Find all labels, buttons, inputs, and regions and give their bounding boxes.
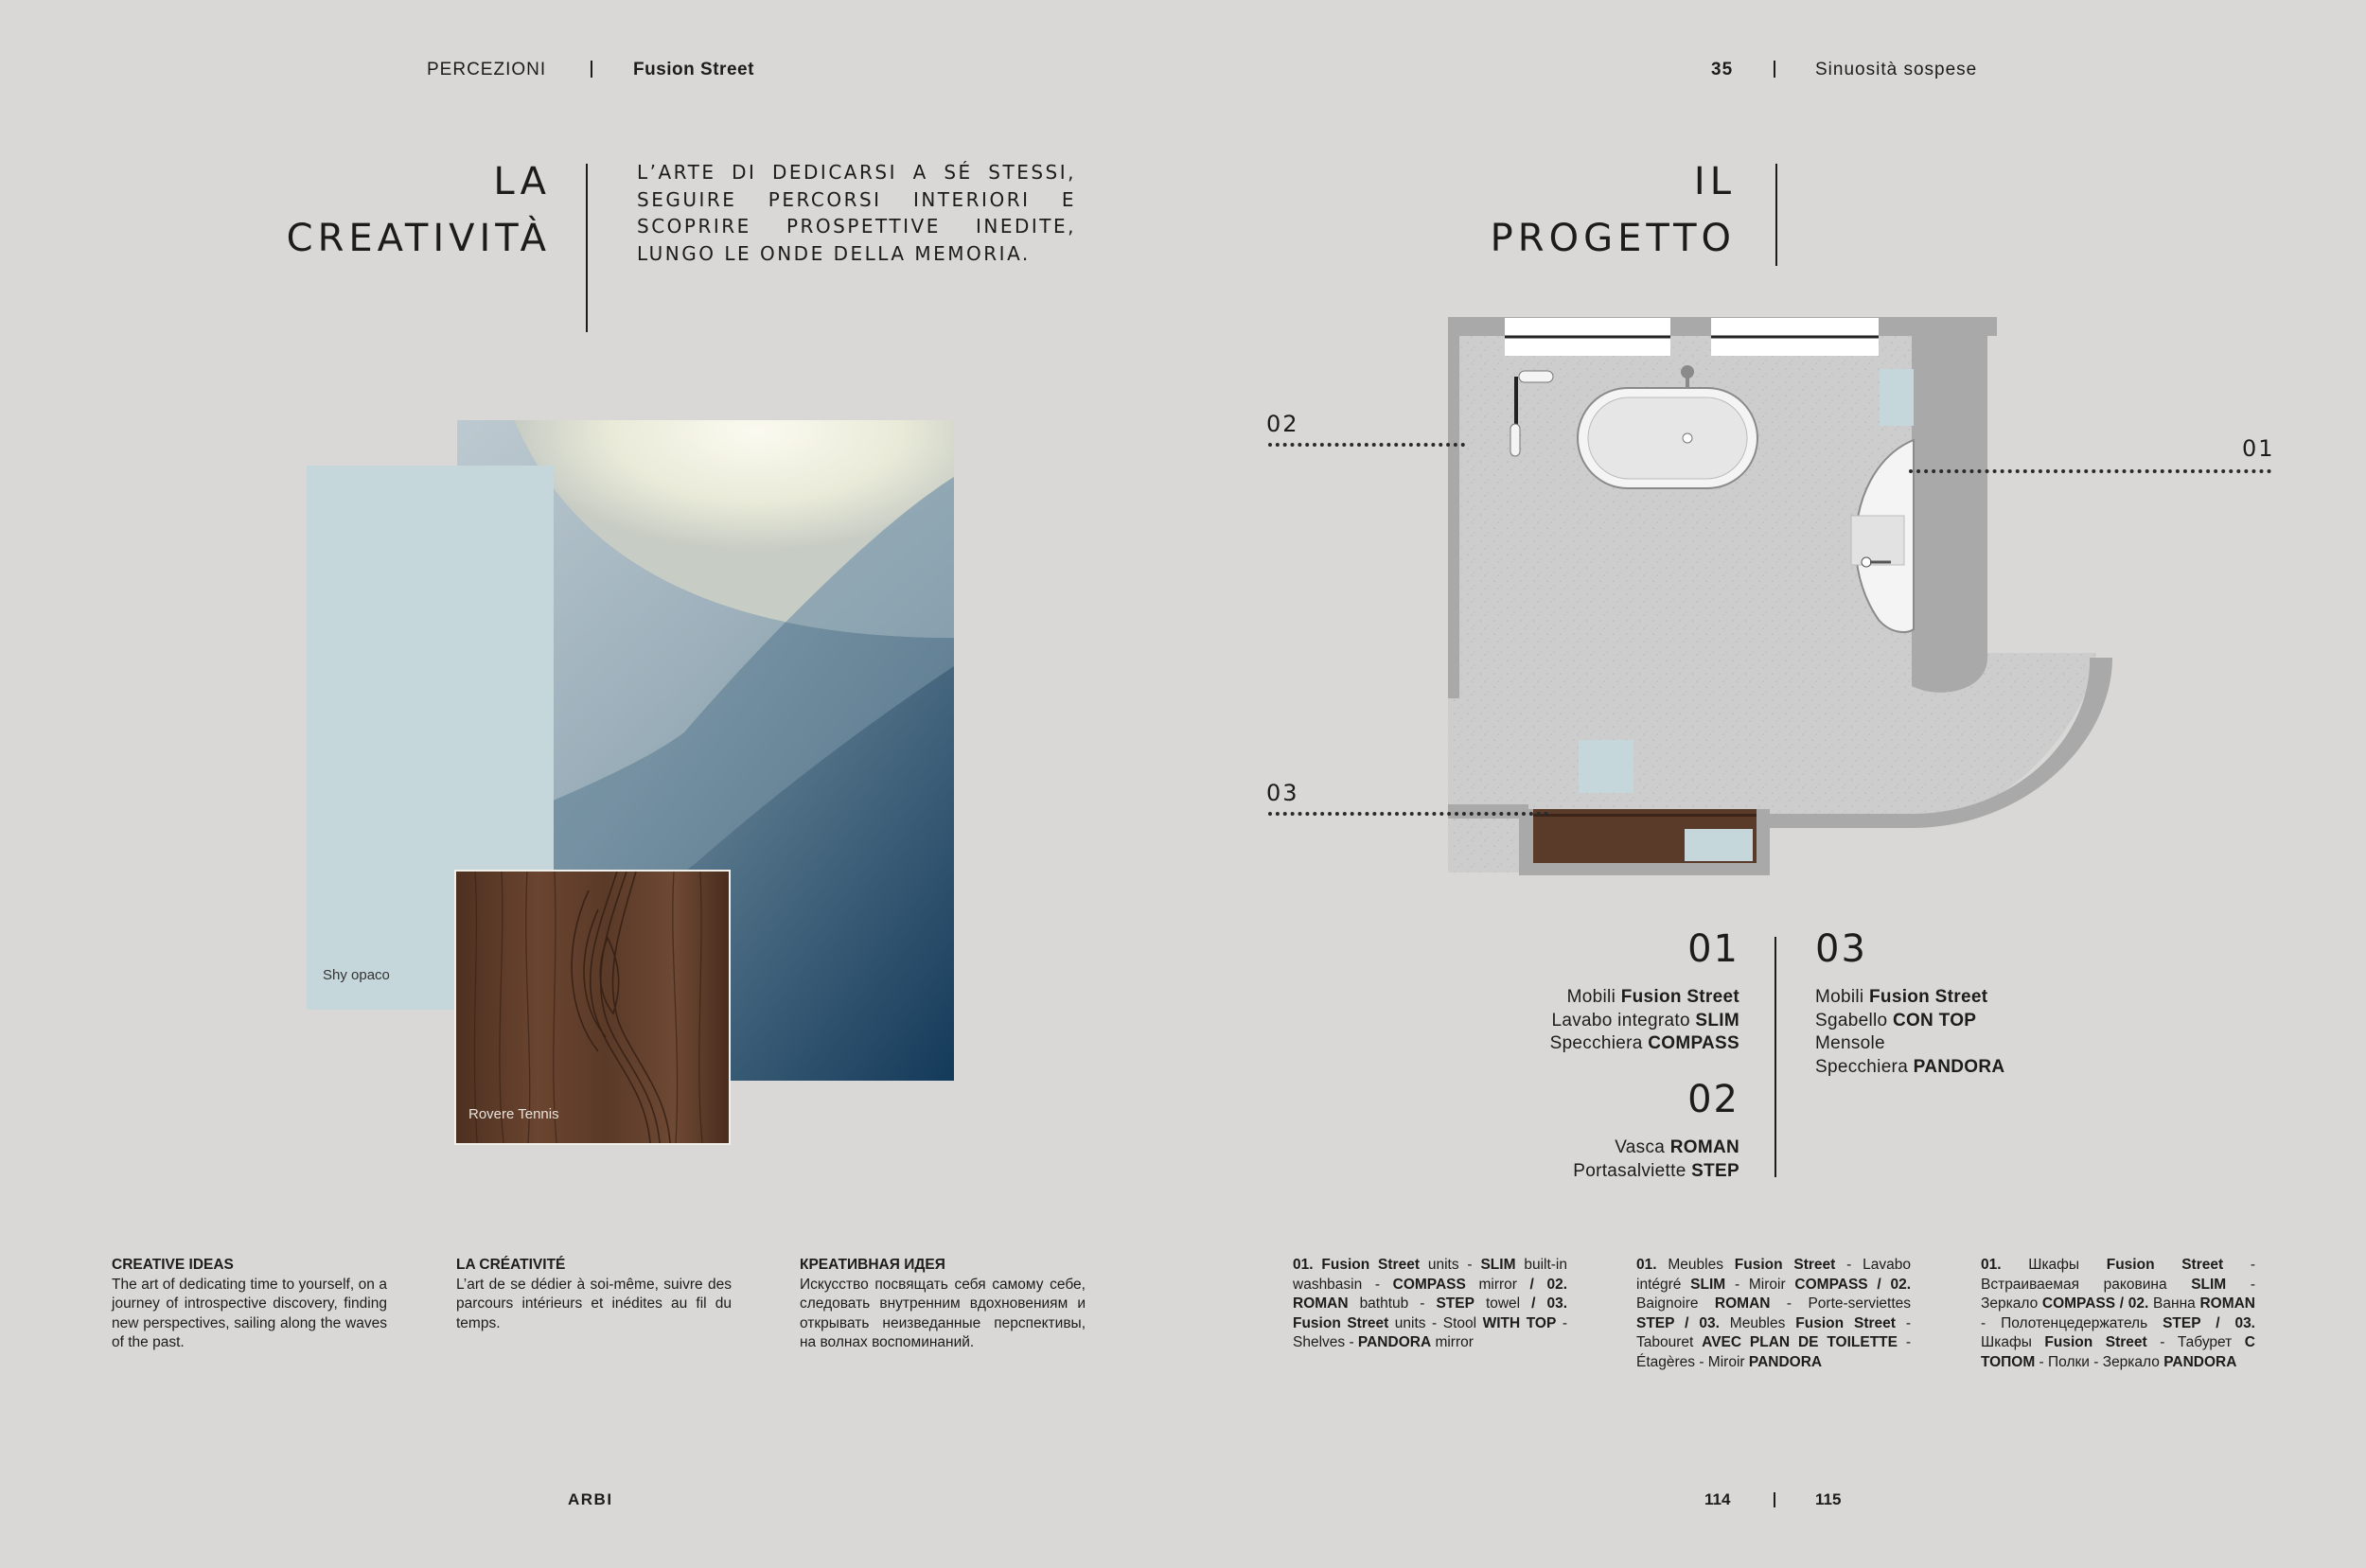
- page-title-left-line1: LA: [493, 160, 551, 203]
- text-block-fr-body: L’art de se dédier à soi-même, suivre des parcours intérieurs et inédites au fil du temps.: [456, 1276, 732, 1331]
- plan-label-02: 02: [1266, 411, 1299, 437]
- header-title-right: Sinuosità sospese: [1815, 60, 1978, 79]
- spec03-list: [1815, 986, 2004, 1079]
- title-divider-right: [1775, 164, 1777, 266]
- spec01-line: Specchiera COMPASS: [1549, 1033, 1739, 1053]
- page-title-right-line2: PROGETTO: [1490, 217, 1736, 260]
- text-block-fr-title: LA CRÉATIVITÉ: [456, 1257, 566, 1273]
- spec01-line: Mobili Fusion Street: [1566, 987, 1739, 1007]
- quote-line: L’ARTE DI DEDICARSI A SÉ STESSI,: [637, 161, 1076, 184]
- page-title-right: [1491, 153, 1736, 267]
- spec02-line: Portasalviette STEP: [1573, 1160, 1739, 1181]
- text-block-ru-body: Искусство посвящать себя самому себе, следовать внутренним вдохновениям и открывать неизведанные перспективы, на волнах воспоминаний.: [800, 1276, 1086, 1350]
- text-block-ru-title: КРЕАТИВНАЯ ИДЕЯ: [800, 1257, 945, 1273]
- spec03-line: Specchiera PANDORA: [1815, 1056, 2005, 1077]
- header-divider-right: [1774, 61, 1775, 78]
- footer-page-right: 115: [1815, 1490, 1842, 1508]
- spec01-line: Lavabo integrato SLIM: [1551, 1010, 1739, 1031]
- footer-page-left: 114: [1704, 1490, 1731, 1508]
- spec-text-fr: 01. Meubles Fusion Street - Lavabo intégré SLIM - Miroir COMPASS / 02. Baignoire ROMAN - Porte-serviettes STEP / 03. Meubles Fusion Street - Tabouret AVEC PLAN DE TOILETTE - Étagères - Miroir PANDORA: [1636, 1257, 1912, 1370]
- spec01-number: 01: [1687, 927, 1739, 971]
- plan-label-03: 03: [1266, 780, 1299, 806]
- spec03-number: 03: [1815, 927, 1867, 971]
- footer-brand: ARBI: [568, 1490, 613, 1508]
- spec03-line: Mensole: [1815, 1033, 1885, 1053]
- quote-line: SCOPRIRE PROSPETTIVE INEDITE,: [637, 215, 1076, 238]
- page-title-left: [287, 153, 551, 267]
- quote-line: LUNGO LE ONDE DELLA MEMORIA.: [637, 241, 1031, 265]
- spec02-line: Vasca ROMAN: [1615, 1137, 1739, 1157]
- intro-quote: [637, 159, 1076, 267]
- spec03-line: Sgabello CON TOP: [1815, 1010, 1977, 1031]
- title-divider-left: [586, 164, 588, 332]
- swatch-rovere-tennis-label: Rovere Tennis: [468, 1106, 559, 1122]
- plan-leader-01: [1909, 469, 2271, 473]
- page-title-left-line2: CREATIVITÀ: [286, 217, 551, 260]
- spec03-line: Mobili Fusion Street: [1815, 987, 1988, 1007]
- text-block-en-title: CREATIVE IDEAS: [112, 1257, 234, 1273]
- header-title-left: Fusion Street: [633, 60, 754, 79]
- spec01-list: [1550, 986, 1739, 1056]
- swatch-shy-opaco-label: Shy opaco: [323, 967, 390, 983]
- spec-text-ru: 01. Шкафы Fusion Street - Встраиваемая раковина SLIM - Зеркало COMPASS / 02. Ванна ROMAN - Полотенцедержатель STEP / 03. Шкафы Fusion Street - Табурет С ТОПОМ - Полки - Зеркало PANDORA: [1981, 1257, 2256, 1370]
- text-block-fr: [456, 1256, 732, 1333]
- floor-plan-drawing: [1439, 312, 2120, 880]
- swatch-rovere-tennis: [454, 870, 731, 1145]
- header-divider-left: [591, 61, 592, 78]
- header-page-number: 35: [1711, 60, 1734, 79]
- spec02-list: [1573, 1136, 1739, 1183]
- text-block-ru: [800, 1256, 1086, 1353]
- quote-line: SEGUIRE PERCORSI INTERIORI E: [637, 187, 1076, 211]
- plan-label-01: 01: [2242, 435, 2275, 462]
- header-section-left: PERCEZIONI: [427, 60, 547, 79]
- spec02-number: 02: [1687, 1078, 1739, 1121]
- footer-divider: [1774, 1492, 1775, 1507]
- text-block-en: [112, 1256, 387, 1353]
- spec-text-en: 01. Fusion Street units - SLIM built-in washbasin - COMPASS mirror / 02. ROMAN bathtub - STEP towel / 03. Fusion Street units - Stool WITH TOP - Shelves - PANDORA mirror: [1293, 1257, 1568, 1350]
- page-title-right-line1: IL: [1693, 160, 1736, 203]
- text-block-en-body: The art of dedicating time to yourself, on a journey of introspective discovery, finding new perspectives, sailing along the waves of the past.: [112, 1276, 387, 1350]
- spec-divider: [1774, 937, 1776, 1177]
- floor-plan: [1439, 312, 2120, 880]
- plan-leader-03: [1268, 812, 1548, 816]
- plan-leader-02: [1268, 443, 1465, 447]
- wood-texture-image: [456, 872, 729, 1143]
